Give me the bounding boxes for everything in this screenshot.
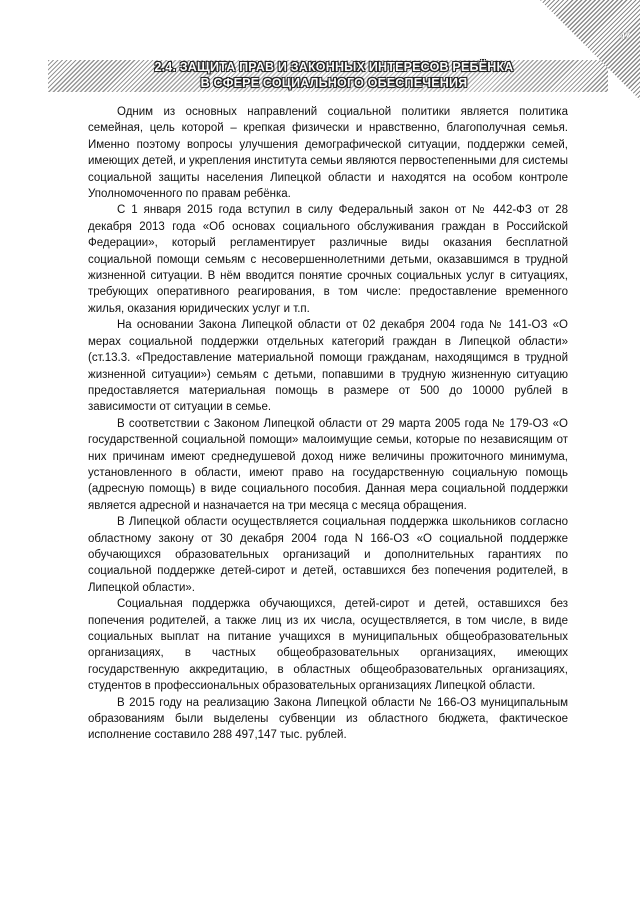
paragraph: В соответствии с Законом Липецкой области от 29 марта 2005 года № 179-ОЗ «О государственной социальной помощи» малоимущие семьи, которые по независящим от них причинам имеют среднедушевой доход ниже величины прожиточного минимума, установленного в области, имеют право на государственную социальную помощь (адресную помощь) в виде социального пособия. Данная мера социальной поддержки является адресной и назначается на три месяца с месяца обращения. (88, 417, 568, 512)
paragraph: В 2015 году на реализацию Закона Липецкой области № 166-ОЗ муниципальным образованиям были выделены субвенции из областного бюджета, фактическое исполнение составило 288 497,147 тыс. рублей. (88, 696, 568, 742)
section-title (150, 60, 518, 94)
page-number: 47 (619, 31, 630, 41)
section-title-line-2: В СФЕРЕ СОЦИАЛЬНОГО ОБЕСПЕЧЕНИЯ (200, 75, 468, 90)
paragraph: Социальная поддержка обучающихся, детей-сирот и детей, оставшихся без попечения родителей, а также лиц из их числа, осуществляется, в том числе, в виде социальных выплат на питание учащихся в муниципальных общеобразовательных организациях, в частных общеобразовательных организациях, имеющих государственную аккредитацию, в областных общеобразовательных организациях, студентов в профессиональных образовательных организациях Липецкой области. (88, 598, 568, 693)
paragraph: Одним из основных направлений социальной политики является политика семейная, цель которой – крепкая физически и нравственно, благополучная семья. Именно поэтому вопросы улучшения демографической ситуации, поддержки семей, имеющих детей, и укрепления института семьи являются первостепенными для системы социальной защиты населения Липецкой области и находятся на особом контроле Уполномоченного по правам ребёнка. (88, 106, 568, 201)
paragraph: В Липецкой области осуществляется социальная поддержка школьников согласно областному закону от 30 декабря 2004 года N 166-ОЗ «О социальной поддержке обучающихся образовательных организаций и дополнительных гарантиях по социальной поддержке детей-сирот и детей, оставшихся без попечения родителей, в Липецкой области». (88, 516, 568, 594)
paragraph: С 1 января 2015 года вступил в силу Федеральный закон от № 442-ФЗ от 28 декабря 2013 года «Об основах социального обслуживания граждан в Российской Федерации», который регламентирует различные виды оказания бесплатной социальной помощи семьям с несовершеннолетними детьми, оказавшимся в трудной жизненной ситуации. В нём вводится понятие срочных социальных услуг в ситуациях, требующих оперативного реагирования, в том числе: предоставление временного жилья, оказания юридических услуг и т.п. (88, 204, 568, 315)
paragraph: На основании Закона Липецкой области от 02 декабря 2004 года № 141-ОЗ «О мерах социальной поддержки отдельных категорий граждан в Липецкой области» (ст.13.3. «Предоставление материальной помощи гражданам, находящимся в трудной жизненной ситуации») семьям с детьми, попавшими в трудную жизненную ситуацию предоставляется материальная помощь в размере от 500 до 10000 рублей в зависимости от ситуации в семье. (88, 319, 568, 414)
section-title-line-1: 2.4. ЗАЩИТА ПРАВ И ЗАКОННЫХ ИНТЕРЕСОВ РЕБЁНКА (154, 60, 514, 74)
body-text (88, 104, 568, 744)
